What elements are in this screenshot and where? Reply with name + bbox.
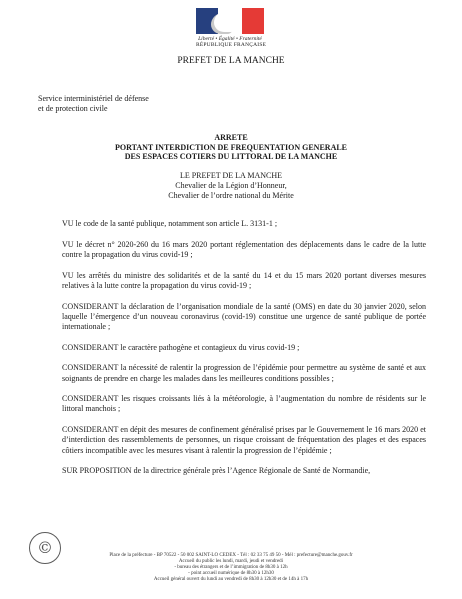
consideration-paragraph: CONSIDERANT les risques croissants liés à la météorologie, à l’augmentation du nombre de résidents sur le littoral manchois ; [62,394,426,414]
signatory-block [0,171,462,201]
decree-body [62,219,426,487]
republic-name: RÉPUBLIQUE FRANÇAISE [196,42,267,48]
service-block [38,94,149,114]
prefecture-heading: PREFET DE LA MANCHE [177,56,285,66]
service-line-2: et de protection civile [38,104,108,113]
service-line-1: Service interministériel de défense [38,94,149,103]
marianne-logo [196,8,267,48]
consideration-paragraph: CONSIDERANT la nécessité de ralentir la progression de l’épidémie pour permettre au système de santé et aux soignants de prendre en charge les malades dans les meilleures conditions possibles ; [62,363,426,383]
signatory-line-1: LE PREFET DE LA MANCHE [179,171,283,180]
consideration-paragraph: VU les arrêtés du ministre des solidarités et de la santé du 14 et du 15 mars 2020 portant diverses mesures relatives à la lutte contre la propagation du virus covid-19 ; [62,270,426,290]
decree-title [0,133,462,162]
footer-logo-glyph: © [37,538,53,557]
footer-line-1: Place de la préfecture - BP 70522 - 50 002 SAINT-LO CEDEX - Tél : 02 33 75 49 50 - Mél : prefecture@manche.gouv.fr [109,553,353,558]
footer-address [0,553,462,583]
footer-line-3: - bureau des étrangers et de l’immigration de 8h30 à 12h [174,565,288,570]
consideration-paragraph: CONSIDERANT en dépit des mesures de confinement généralisé prises par le Gouvernement le 16 mars 2020 et d’interdiction des rassemblements de personnes, un risque croissant de fréquentation des plages et des espaces côtiers incompatible avec les mesures visant à ralentir la progression de l’épidémie ; [62,425,426,455]
title-line-2: PORTANT INTERDICTION DE FREQUENTATION GENERALE [114,142,348,152]
title-line-1: ARRETE [214,133,248,142]
tricolor-flag-icon [196,8,264,34]
consideration-paragraph: VU le décret n° 2020-260 du 16 mars 2020 portant réglementation des déplacements dans le cadre de la lutte contre la propagation du virus covid-19 ; [62,239,426,259]
footer-line-2: Accueil du public les lundi, mardi, jeudi et vendredi [178,559,284,564]
title-line-3: DES ESPACES COTIERS DU LITTORAL DE LA MANCHE [124,152,338,161]
consideration-paragraph: VU le code de la santé publique, notamment son article L. 3131-1 ; [62,219,278,228]
footer-line-5: Accueil général ouvert du lundi au vendredi de 8h30 à 12h30 et de 14h à 17h [153,577,309,582]
consideration-paragraph: CONSIDERANT la déclaration de l’organisation mondiale de la santé (OMS) en date du 30 janvier 2020, selon laquelle l’émergence d’un nouveau coronavirus (covid-19) constitue une urgence de santé publique de portée internationale ; [62,301,426,331]
marianne-profile-icon [214,11,236,32]
footer-line-4: - point accueil numérique de 8h30 à 12h30 [188,571,274,576]
consideration-paragraph: CONSIDERANT le caractère pathogène et contagieux du virus covid-19 ; [62,342,300,352]
republic-motto: Liberté • Égalité • Fraternité [198,36,262,42]
signatory-line-3: Chevalier de l’ordre national du Mérite [168,191,294,200]
signatory-line-2: Chevalier de la Légion d’Honneur, [175,181,287,190]
consideration-paragraph: SUR PROPOSITION de la directrice générale près l’Agence Régionale de Santé de Normandie, [62,466,371,476]
